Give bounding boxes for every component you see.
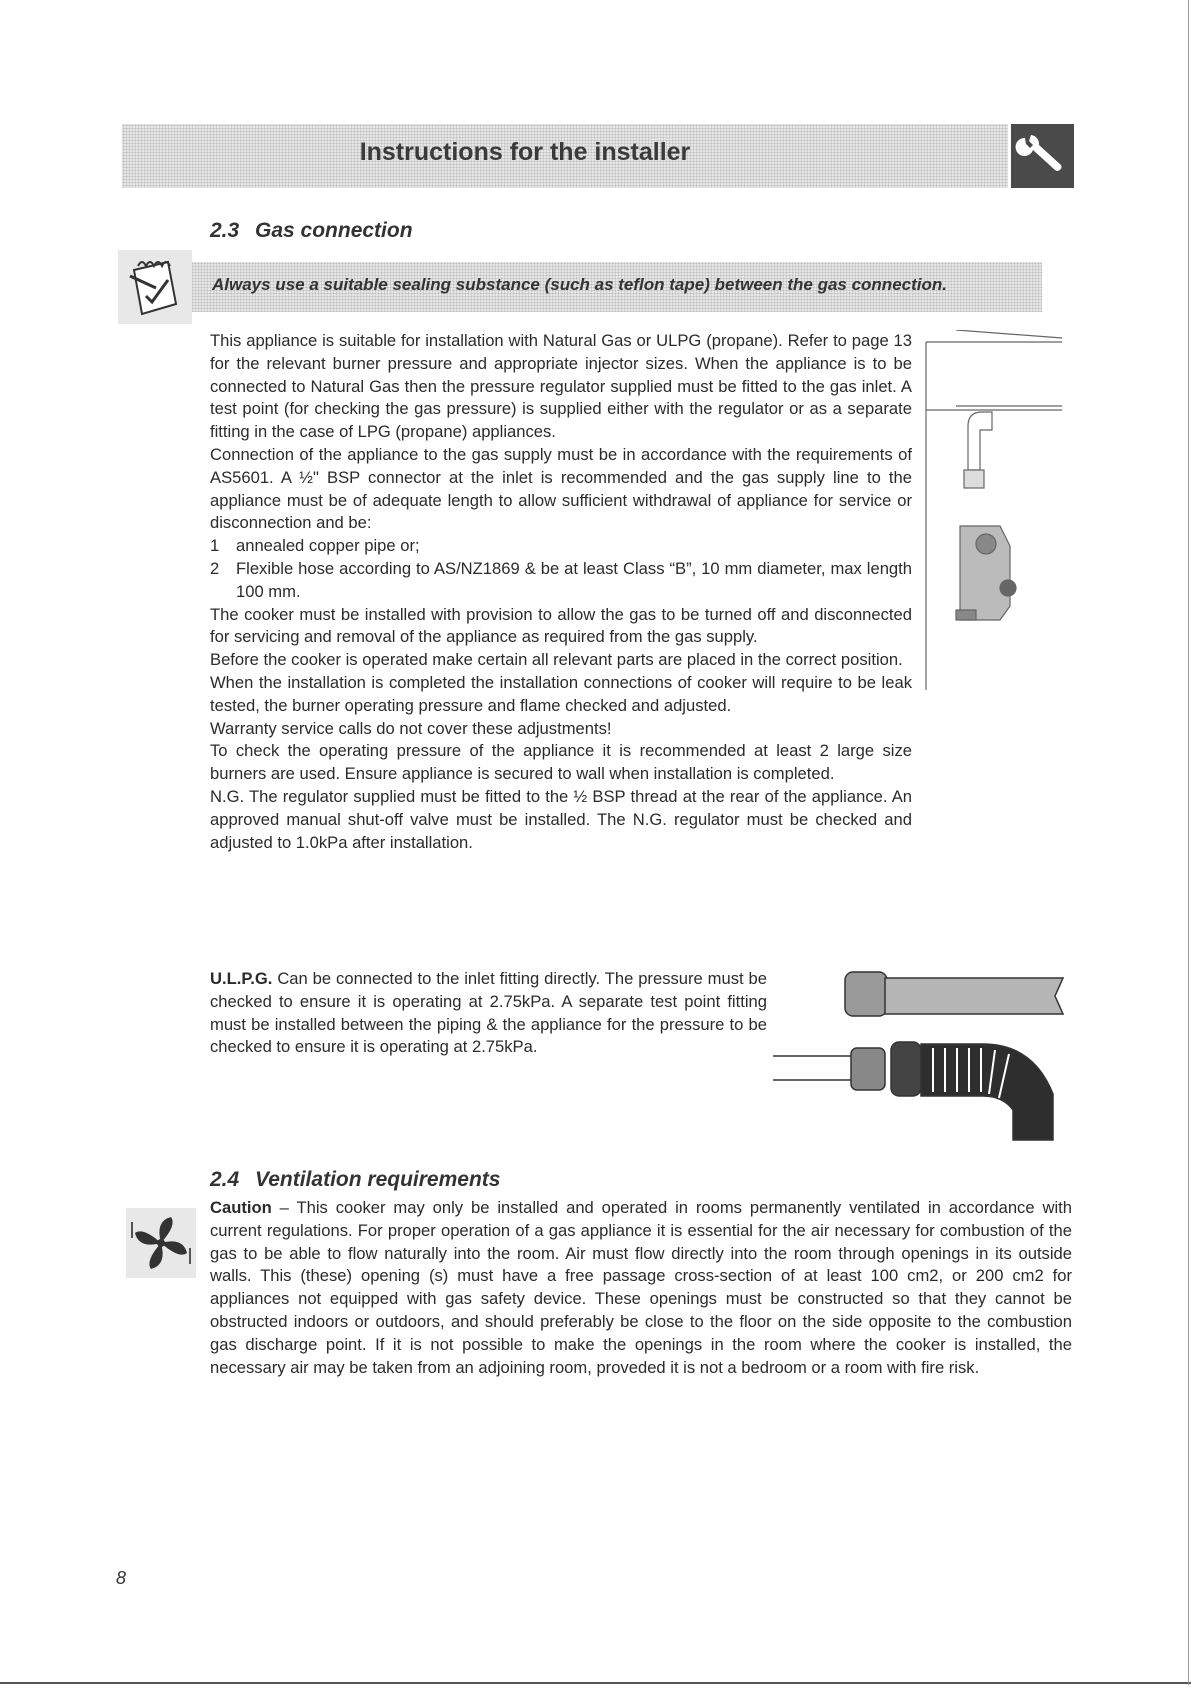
section-number: 2.4 xyxy=(210,1168,240,1191)
paragraph: This appliance is suitable for installation with Natural Gas or ULPG (propane). Refer to page 13 for the relevant burner pressure and appropriate injector sizes. When the appliance is to be connected to Natural Gas then the pressure regulator supplied must be fitted to the gas inlet. A test point (for checking the gas pressure) is supplied either with the regulator or as a separate fitting in the case of LPG (propane) appliances. xyxy=(210,331,912,442)
paragraph: Connection of the appliance to the gas supply must be in accordance with the requirements of AS5601. A ½" BSP connector at the inlet is recommended and the gas supply line to the appliance must be of adequate length to allow sufficient withdrawal of appliance for service or disconnection and be: xyxy=(210,444,912,533)
paragraph: When the installation is completed the installation connections of cooker will require to be leak tested, the burner operating pressure and flame checked and adjusted. xyxy=(210,672,912,715)
page-header-title: Instructions for the installer xyxy=(359,138,691,166)
hose-fitting-illustration xyxy=(773,960,1073,1142)
section-number: 2.3 xyxy=(210,219,240,242)
ventilation-paragraph xyxy=(210,1197,1072,1379)
notepad-icon xyxy=(116,248,194,326)
header-band xyxy=(122,124,1008,188)
paragraph: To check the operating pressure of the appliance it is recommended at least 2 large size burners are used. Ensure appliance is secured to wall when installation is completed. xyxy=(210,741,912,784)
paragraph: Warranty service calls do not cover these adjustments! xyxy=(210,718,612,738)
list-text: Flexible hose according to AS/NZ1869 & be at least Class “B”, 10 mm diameter, max length 100 mm. xyxy=(236,558,912,601)
bottom-rule xyxy=(0,1682,1191,1684)
paragraph: Before the cooker is operated make certain all relevant parts are placed in the correct position. xyxy=(210,650,903,670)
section-title: Gas connection xyxy=(255,219,413,242)
section-heading-gas-connection xyxy=(210,219,413,243)
wrench-icon xyxy=(1011,124,1074,188)
list-number: 1 xyxy=(210,536,220,556)
regulator-fittings-illustration xyxy=(916,330,1066,710)
fan-icon xyxy=(126,1208,196,1278)
section-heading-ventilation xyxy=(210,1168,500,1192)
page-number: 8 xyxy=(116,1568,127,1588)
warning-band xyxy=(122,262,1042,312)
caution-label: Caution xyxy=(210,1198,272,1217)
list-number: 2 xyxy=(210,558,220,578)
ulpg-text: Can be connected to the inlet fitting directly. The pressure must be checked to ensure it is operating at 2.75kPa. A separate test point fitting must be installed between the piping & the appliance for the pressure to be checked to ensure it is operating at 2.75kPa. xyxy=(210,969,767,1057)
paragraph: The cooker must be installed with provision to allow the gas to be turned off and disconnected for servicing and removal of the appliance as required from the gas supply. xyxy=(210,604,912,647)
ventilation-text: – This cooker may only be installed and operated in rooms permanently ventilated in accordance with current regulations. For proper operation of a gas appliance it is essential for the air necessary for combustion of the gas to be able to flow naturally into the room. Air must flow directly into the room through openings in its outside walls. This (these) opening (s) must have a free passage cross-section of at least 100 cm2, or 200 cm2 for appliances not equipped with gas safety device. These openings must be constructed so that they cannot be obstructed indoors or outdoors, and should preferably be close to the floor on the side opposite to the combustion gas discharge point. If it is not possible to make the openings in the room where the cooker is installed, the necessary air may be taken from an adjoining room, proveded it is not a bedroom or a room with fire risk. xyxy=(210,1198,1072,1377)
gas-connection-body xyxy=(210,330,912,854)
ulpg-label: U.L.P.G. xyxy=(210,969,273,988)
right-edge-rule xyxy=(1188,0,1189,1685)
paragraph: N.G. The regulator supplied must be fitted to the ½ BSP thread at the rear of the appliance. An approved manual shut-off valve must be installed. The N.G. regulator must be checked and adjusted to 1.0kPa after installation. xyxy=(210,786,912,852)
ulpg-paragraph xyxy=(210,968,767,1059)
list-item xyxy=(210,535,912,558)
section-title: Ventilation requirements xyxy=(255,1168,501,1191)
list-item xyxy=(210,558,912,604)
sealing-warning: Always use a suitable sealing substance (such as teflon tape) between the gas connection. xyxy=(212,275,947,294)
list-text: annealed copper pipe or; xyxy=(236,536,420,556)
